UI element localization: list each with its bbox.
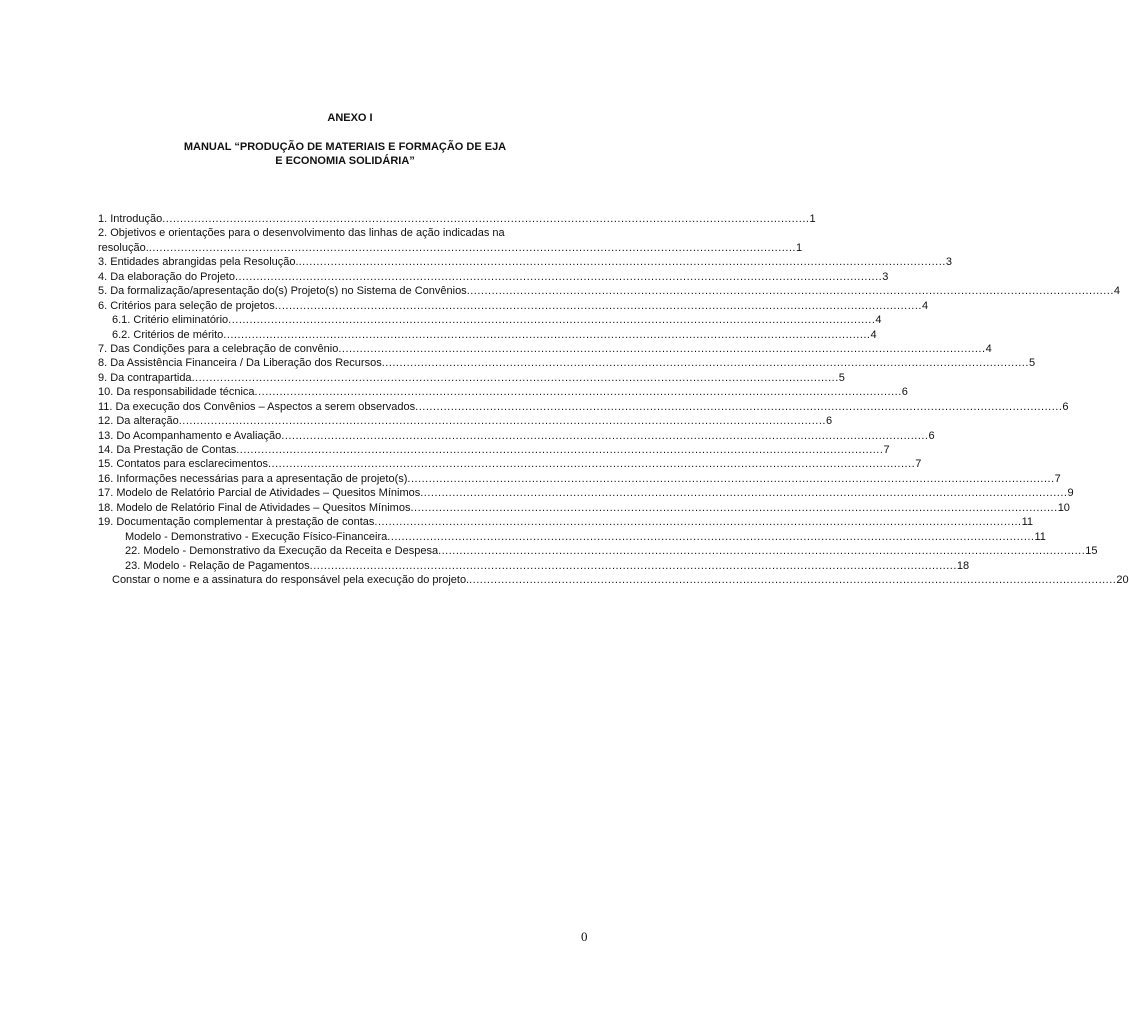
toc-entry-label: 13. Do Acompanhamento e Avaliação (98, 429, 282, 442)
toc-leader-dots: ...................................................................................................................................................................................... (410, 501, 1058, 514)
toc-entry[interactable] (98, 400, 1069, 414)
toc-entry-page: 7 (1054, 472, 1061, 485)
toc-leader-dots: ...................................................................................................................................................................................... (162, 213, 810, 225)
toc-entry-label: 1. Introdução (98, 213, 163, 225)
toc-entry-page: 7 (883, 444, 890, 456)
toc-leader-dots: ...................................................................................................................................................................................... (469, 573, 1117, 586)
toc-entry-label: 5. Da formalização/apresentação do(s) Projeto(s) no Sistema de Convênios (98, 285, 467, 298)
toc-entry-label: 9. Da contrapartida (98, 371, 192, 384)
toc-leader-dots: ...................................................................................................................................................................................... (228, 314, 876, 327)
toc-entry[interactable] (98, 573, 1129, 587)
toc-leader-dots: ...................................................................................................................................................................................... (267, 458, 916, 471)
toc-leader-dots: ...................................................................................................................................................................................... (223, 328, 871, 341)
toc-entry-page: 5 (1028, 357, 1036, 370)
toc-leader-dots: ...................................................................................................................................................................................... (420, 487, 1068, 500)
toc-entry-label: 6. Critérios para seleção de projetos (98, 299, 275, 312)
toc-entry-page: 11 (1034, 530, 1046, 543)
toc-entry[interactable] (98, 559, 970, 573)
subtitle-line-1: MANUAL “PRODUÇÃO DE MATERIAIS E FORMAÇÃO DE EJA (183, 141, 507, 153)
toc-entry-page: 4 (921, 299, 929, 312)
toc-entry-label: resolução. (98, 241, 149, 254)
document-title: ANEXO I (327, 112, 373, 124)
toc-entry[interactable] (98, 328, 877, 342)
toc-leader-dots: ...................................................................................................................................................................................... (178, 415, 826, 428)
toc-entry[interactable] (98, 342, 992, 356)
toc-entry-label: 15. Contatos para esclarecimentos (98, 458, 268, 471)
toc-leader-dots: ...................................................................................................................................................................................... (466, 285, 1114, 298)
toc-entry-page: 4 (875, 314, 882, 327)
toc-entry[interactable] (98, 515, 1034, 529)
toc-entry[interactable] (98, 299, 929, 313)
toc-leader-dots: ...................................................................................................................................................................................... (148, 241, 796, 254)
toc-entry-label: 22. Modelo - Demonstrativo da Execução da Receita e Despesa (125, 545, 439, 558)
toc-leader-dots: ...................................................................................................................................................................................... (236, 444, 884, 456)
toc-entry-label: 16. Informações necessárias para a apresentação de projeto(s) (98, 472, 408, 485)
toc-entry-page: 6 (928, 429, 935, 442)
toc-entry[interactable] (98, 414, 833, 428)
toc-entry[interactable] (98, 429, 935, 443)
toc-leader-dots: ...................................................................................................................................................................................... (338, 342, 986, 355)
toc-entry[interactable] (98, 501, 1070, 515)
toc-entry-page: 5 (838, 371, 845, 384)
toc-entry[interactable] (98, 486, 1074, 500)
toc-entry-label: 4. Da elaboração do Projeto (98, 270, 235, 283)
toc-entry-page: 3 (882, 270, 889, 283)
page-number: 0 (581, 929, 588, 944)
toc-entry[interactable] (98, 530, 1046, 544)
toc-entry-label: 18. Modelo de Relatório Final de Atividades – Quesitos Mínimos (98, 501, 411, 514)
toc-entry[interactable] (98, 284, 1121, 298)
toc-entry-label: Constar o nome e a assinatura do responsável pela execução do projeto. (112, 573, 470, 586)
toc-leader-dots: ...................................................................................................................................................................................... (374, 516, 1022, 529)
toc-entry-page: 10 (1057, 501, 1070, 514)
toc-entry-label: 8. Da Assistência Financeira / Da Liberação dos Recursos (98, 357, 382, 370)
toc-entry[interactable] (98, 472, 1061, 486)
toc-entry[interactable] (98, 270, 889, 284)
toc-entry-page: 4 (870, 328, 877, 341)
toc-entry-label: 17. Modelo de Relatório Parcial de Atividades – Quesitos Mínimos (98, 487, 421, 500)
toc-entry-page: 15 (1085, 545, 1098, 558)
toc-entry[interactable] (98, 255, 952, 269)
toc-entry[interactable] (98, 313, 882, 327)
toc-entry[interactable] (98, 457, 922, 471)
toc-entry-page: 4 (1113, 285, 1121, 298)
toc-leader-dots: ...................................................................................................................................................................................... (415, 400, 1063, 413)
toc-entry-page: 18 (956, 559, 970, 572)
toc-entry-page: 1 (809, 213, 816, 225)
toc-entry-page: 6 (901, 386, 908, 399)
toc-entry-page: 11 (1021, 516, 1034, 529)
toc-entry-page: 4 (985, 342, 992, 355)
toc-entry-page: 6 (1062, 400, 1069, 413)
toc-entry-page: 7 (915, 458, 922, 471)
toc-entry-page: 3 (945, 256, 952, 269)
toc-entry[interactable] (98, 226, 588, 240)
toc-entry-label: 12. Da alteração (98, 415, 179, 428)
toc-entry-label: 7. Das Condições para a celebração de convênio (98, 342, 339, 355)
toc-entry[interactable] (98, 371, 845, 385)
toc-entry-label: 6.1. Critério eliminatório (112, 314, 229, 327)
toc-entry-page: 6 (825, 415, 833, 428)
toc-leader-dots: ...................................................................................................................................................................................... (254, 386, 902, 399)
toc-leader-dots: ...................................................................................................................................................................................... (438, 545, 1086, 558)
toc-entry-page: 20 (1116, 573, 1129, 586)
toc-entry[interactable] (98, 212, 816, 226)
toc-leader-dots: ...................................................................................................................................................................................... (191, 371, 839, 384)
toc-entry-page: 1 (796, 241, 803, 254)
toc-leader-dots: ...................................................................................................................................................................................... (234, 270, 883, 283)
document-subtitle (0, 140, 690, 168)
toc-entry-label: 10. Da responsabilidade técnica (98, 386, 255, 399)
toc-entry[interactable] (98, 443, 890, 457)
toc-entry-label: 3. Entidades abrangidas pela Resolução. (98, 256, 299, 269)
toc-entry[interactable] (98, 356, 1036, 370)
toc-entry-label: 2. Objetivos e orientações para o desenvolvimento das linhas de ação indicadas na (98, 227, 505, 240)
toc-leader-dots: ...................................................................................................................................................................................... (274, 299, 922, 312)
toc-entry[interactable] (98, 241, 803, 255)
toc-entry[interactable] (98, 544, 1098, 558)
table-of-contents (98, 212, 1129, 587)
toc-leader-dots: ...................................................................................................................................................................................... (407, 472, 1055, 485)
toc-entry-label: 23. Modelo - Relação de Pagamentos (125, 559, 310, 572)
toc-leader-dots: ...................................................................................................................................................................................... (281, 429, 929, 442)
toc-entry[interactable] (98, 385, 908, 399)
toc-leader-dots: ...................................................................................................................................................................................... (298, 256, 946, 269)
toc-leader-dots: ...................................................................................................................................................................................... (309, 559, 957, 572)
subtitle-line-2: E ECONOMIA SOLIDÁRIA” (275, 155, 415, 167)
toc-entry-page: 9 (1067, 487, 1074, 500)
toc-leader-dots: ...................................................................................................................................................................................... (381, 357, 1029, 370)
toc-entry-label: Modelo - Demonstrativo - Execução Físico-Financeira (125, 530, 388, 543)
toc-entry-label: 19. Documentação complementar à prestação de contas (98, 516, 375, 529)
toc-entry-label: 11. Da execução dos Convênios – Aspectos a serem observados (98, 400, 416, 413)
toc-entry-label: 6.2. Critérios de mérito (112, 328, 224, 341)
toc-entry-label: 14. Da Prestação de Contas (98, 444, 237, 456)
toc-leader-dots: ...................................................................................................................................................................................... (387, 530, 1035, 543)
